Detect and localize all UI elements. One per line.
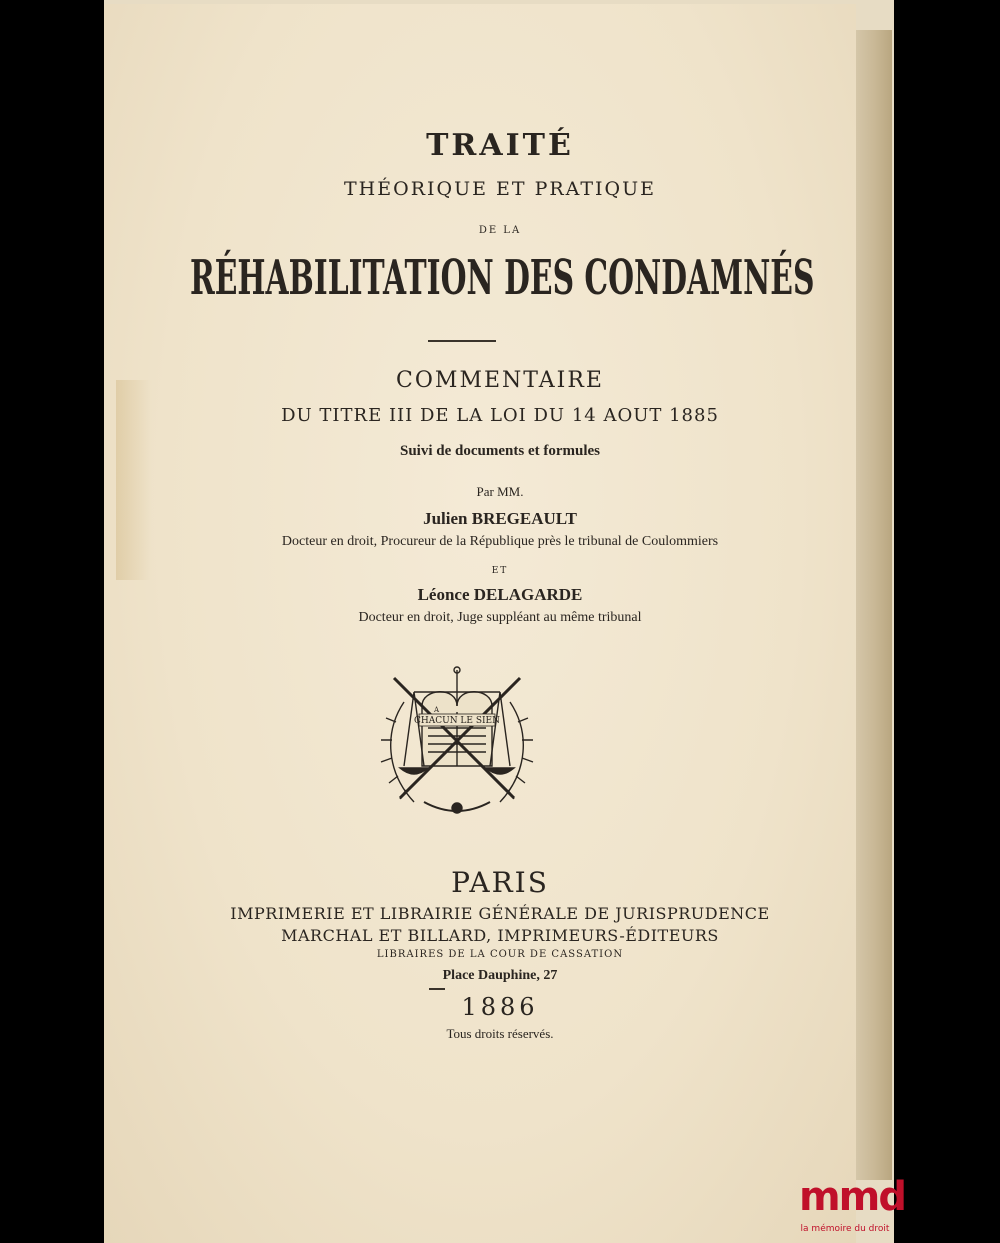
watermark-tagline: la mémoire du droit	[800, 1224, 890, 1234]
watermark-logo-mark: mmd	[799, 1174, 905, 1220]
publisher-address: Place Dauphine, 27	[442, 968, 558, 983]
publisher-emblem	[374, 662, 540, 820]
title-divider	[428, 340, 496, 342]
commentaire-heading: COMMENTAIRE	[396, 368, 604, 393]
publisher-line1: IMPRIMERIE ET LIBRAIRIE GÉNÉRALE DE JURISPRUDENCE	[230, 904, 770, 923]
author1-role: Docteur en droit, Procureur de la République près le tribunal de Coulommiers	[281, 534, 719, 549]
law-reference: DU TITRE III DE LA LOI DU 14 AOUT 1885	[281, 405, 719, 426]
publisher-line2: MARCHAL ET BILLARD, IMPRIMEURS-ÉDITEURS	[281, 926, 719, 945]
main-title: RÉHABILITATION DES CONDAMNÉS	[190, 250, 815, 306]
publisher-line3: LIBRAIRES DE LA COUR DE CASSATION	[376, 949, 624, 960]
de-la-text: DE LA	[478, 225, 522, 236]
et-text: ET	[491, 566, 509, 576]
author2-role: Docteur en droit, Juge suppléant au même tribunal	[358, 610, 642, 625]
rights-notice: Tous droits réservés.	[446, 1026, 554, 1041]
publication-year: 1886	[461, 993, 539, 1021]
year-dash	[429, 988, 445, 990]
author1-name: Julien BREGEAULT	[423, 509, 577, 528]
emblem-motto: CHACUN LE SIEN	[413, 716, 501, 726]
author2-name: Léonce DELAGARDE	[417, 585, 583, 604]
suivi-text: Suivi de documents et formules	[400, 443, 600, 459]
book-title: TRAITÉ	[426, 128, 574, 163]
emblem-motto-a: A	[434, 706, 440, 714]
city: PARIS	[451, 866, 549, 899]
watermark-logo	[795, 1174, 905, 1243]
par-mm-text: Par MM.	[476, 484, 524, 499]
book-subtitle: THÉORIQUE ET PRATIQUE	[344, 178, 656, 200]
